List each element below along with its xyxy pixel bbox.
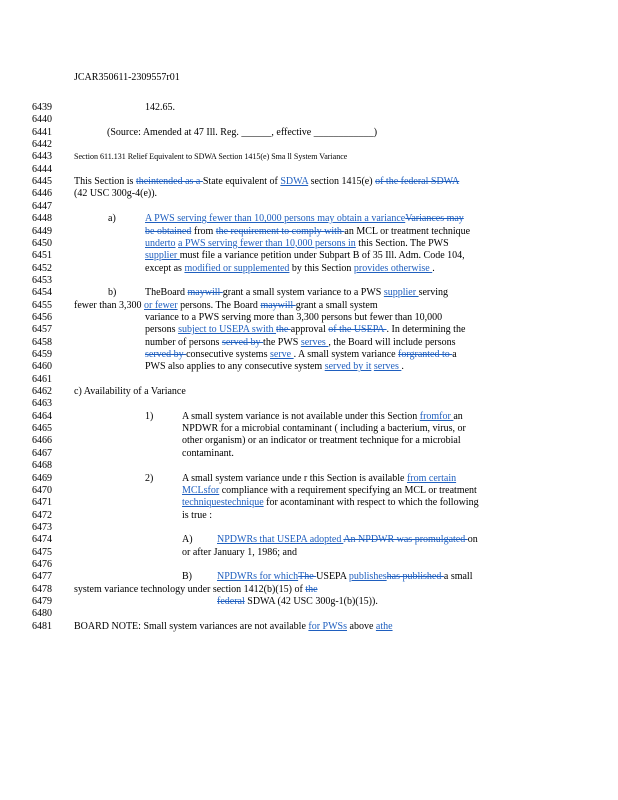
deleted-text: federal [217,596,245,607]
text-segment: serving [418,287,449,299]
text-segment: BOARD NOTE: Small system variances are not available [74,620,309,632]
line-text [182,485,477,497]
text-segment: section 1415(e) [308,176,376,188]
text-line [0,522,618,534]
line-number: 6466 [32,435,52,447]
text-line [0,250,618,262]
line-number: 6457 [32,324,52,336]
line-number: 6446 [32,188,52,200]
inserted-text: NPDWRs for which [217,571,299,583]
inserted-text: supplier [383,287,419,299]
text-segment: This Section is [74,176,136,188]
text-line [0,226,618,238]
text-line [0,337,618,349]
text-line [0,485,618,497]
text-line [0,448,618,460]
text-segment: variance to a PWS serving more than 3,300 persons but fewer than 10,000 [145,311,443,323]
line-number: 6468 [32,460,52,472]
text-line [0,423,618,435]
inserted-text: publishes [348,571,387,583]
line-number: 6475 [32,546,52,558]
deleted-text: maywill [260,299,296,311]
text-segment: must file a variance petition under Subpart B of 35 Ill. Adm. Code 104, [179,250,465,262]
line-number: 6451 [32,250,52,262]
line-number: 6459 [32,349,52,360]
line-number: 6456 [32,311,52,323]
text-line [0,374,618,386]
inserted-text: fromfor [419,410,454,422]
text-line [0,312,618,324]
document-id: JCAR350611-2309557r01 [74,72,180,83]
line-text [182,473,456,485]
line-text [145,361,404,373]
text-segment: on [467,534,478,546]
inserted-text: serves [300,336,329,348]
text-segment: other organism) or an indicator or treatment technique for a microbial [182,435,461,447]
text-segment: . A small system variance [293,349,399,360]
text-segment: c) Availability of a Variance [74,386,186,398]
line-number: 6473 [32,521,52,533]
line-number: 6445 [32,176,52,188]
line-number: 6441 [32,126,52,138]
text-line [0,275,618,287]
text-segment: SDWA (42 USC 300g-1(b)(15)). [244,596,378,607]
text-line [0,460,618,472]
text-segment: system variance technology under section 1412(b)(15) of [74,583,306,595]
line-number: 6460 [32,361,52,373]
text-segment: . [432,262,435,274]
text-line [0,435,618,447]
text-segment: (Source: Amended at 47 Ill. Reg. ______, effective ____________) [107,126,378,138]
text-segment: number of persons [145,336,222,348]
text-segment: persons [145,324,179,336]
text-segment: A small system variance is not available under this Section [182,410,420,422]
text-line [0,238,618,250]
text-segment: approval [290,324,329,336]
text-line [0,287,618,299]
line-number: 6463 [32,398,52,410]
deleted-text: has published [386,571,444,583]
text-segment: persons. The Board [177,299,261,311]
deleted-text: served by [221,336,264,348]
text-segment: compliance with a requirement specifying an MCL or treatment [219,484,477,496]
line-text [182,547,297,559]
line-number: 6465 [32,423,52,435]
inserted-text: served by it [324,361,372,373]
text-line [0,411,618,423]
text-segment: fewer than 3,300 [74,299,144,311]
line-number: 6452 [32,262,52,274]
text-line [0,497,618,509]
line-text [145,263,435,275]
text-segment: (42 USC 300g-4(e)). [74,188,158,200]
line-number: 6478 [32,583,52,595]
text-segment: State equivalent of [202,176,281,188]
text-line [0,324,618,336]
deleted-text: An NPDWR was promulgated [343,534,468,546]
line-text [182,423,466,435]
line-number: 6480 [32,608,52,620]
text-line [0,398,618,410]
text-segment: or after January 1, 1986; and [182,546,297,558]
line-number: 6479 [32,596,52,607]
text-line [0,596,618,608]
line-number: 6448 [32,213,52,225]
deleted-text: The [298,571,317,583]
text-line [0,102,618,114]
inserted-text: MCLsfor [182,484,220,496]
line-number: 6458 [32,336,52,348]
text-segment: TheBoard [145,287,188,299]
inserted-text: supplier [145,250,180,262]
line-number: 6450 [32,237,52,249]
line-text [74,300,378,312]
line-number: 6470 [32,484,52,496]
inserted-text: for PWSs [308,620,348,632]
line-text [74,386,186,398]
line-number: 6481 [32,620,52,632]
text-line [0,473,618,485]
text-segment: NPDWR for a microbial contaminant ( including a bacterium, virus, or [182,423,466,435]
list-marker: B) [182,571,192,583]
line-text [74,584,318,596]
line-text [107,127,377,139]
text-segment: this Section. The PWS [355,237,449,249]
line-text [145,226,470,238]
inserted-text: NPDWRs that USEPA adopted [217,534,344,546]
list-marker: a) [108,213,116,225]
line-text [145,349,457,361]
line-text [145,213,464,225]
text-segment: the PWS [263,336,301,348]
line-text [74,151,347,163]
text-segment: consecutive systems [186,349,270,360]
deleted-text: of the USEPA [328,324,387,336]
text-segment: an [453,410,463,422]
line-number: 6449 [32,225,52,237]
line-number: 6477 [32,571,52,583]
text-segment: , the Board will include persons [328,336,456,348]
line-text [217,571,472,583]
deleted-text: maywill [187,287,223,299]
list-marker: A) [182,534,193,546]
line-number: 6439 [32,102,52,113]
list-marker: 1) [145,410,154,422]
line-text [145,337,456,349]
text-segment: grant a small system [295,299,378,311]
text-line [0,300,618,312]
line-number: 6447 [32,200,52,212]
line-number: 6471 [32,497,52,509]
line-text [145,312,442,324]
list-marker: 2) [145,472,154,484]
line-number: 6453 [32,274,52,286]
text-segment: for acontaminant with respect to which the following [263,497,479,509]
text-segment: A small system variance unde r this Section is available [182,472,407,484]
line-text [217,596,378,608]
text-line [0,534,618,546]
line-text [182,411,463,423]
line-number: 6472 [32,509,52,521]
line-text [74,188,157,200]
inserted-text: SDWA [280,176,309,188]
text-line [0,571,618,583]
deleted-text: Variances may [405,213,464,225]
inserted-text: A PWS serving fewer than 10,000 persons may obtain a variance [145,213,406,225]
text-line [0,608,618,620]
inserted-text: provides otherwise [353,262,433,274]
line-number: 6464 [32,410,52,422]
inserted-text: a PWS serving fewer than 10,000 persons in [178,237,356,249]
line-text [182,497,479,509]
line-number: 6444 [32,163,52,175]
line-text [145,102,175,114]
line-number: 6461 [32,373,52,385]
text-segment: an MCL or treatment technique [344,225,471,237]
text-line [0,621,618,633]
text-segment: USEPA [316,571,349,583]
line-text [182,448,234,460]
line-number: 6443 [32,151,52,163]
text-segment: . In determining the [386,324,466,336]
line-number: 6440 [32,114,52,126]
line-text [74,176,459,188]
text-line [0,176,618,188]
line-text [182,435,461,447]
deleted-text: theintended as a [135,176,203,188]
text-segment: grant a small system variance to a PWS [222,287,384,299]
text-segment: 142.65. [145,102,175,113]
line-number: 6442 [32,139,52,151]
line-number: 6462 [32,386,52,398]
line-number: 6469 [32,472,52,484]
inserted-text: athe [375,620,393,632]
text-line [0,361,618,373]
line-text [145,324,465,336]
deleted-text: served by [145,349,187,360]
line-number: 6474 [32,534,52,546]
text-line [0,547,618,559]
text-line [0,584,618,596]
text-line [0,349,618,361]
deleted-text: of the federal SDWA [375,176,460,188]
inserted-text: from certain [406,472,457,484]
inserted-text: techniquestechnique [182,497,264,509]
text-line [0,559,618,571]
inserted-text: underto [145,237,176,249]
inserted-text: subject to USEPA swith [178,324,277,336]
line-text [217,534,478,546]
inserted-text: modified or supplemented [184,262,290,274]
text-segment: Section 611.131 Relief Equivalent to SDWA Section 1415(e) Sma ll System Variance [74,152,348,162]
text-segment: above [347,620,376,632]
text-line [0,151,618,163]
deleted-text: the requirement to comply with [215,225,345,237]
text-segment: except as [145,262,185,274]
line-number: 6467 [32,447,52,459]
text-segment: by this Section [289,262,354,274]
deleted-text: be obtained [145,225,192,237]
line-text [145,238,449,250]
inserted-text: serve [269,349,294,360]
line-number: 6476 [32,558,52,570]
line-text [74,621,393,633]
text-segment: PWS also applies to any consecutive system [145,361,325,373]
text-segment: a [452,349,457,360]
text-line [0,510,618,522]
text-line [0,114,618,126]
deleted-text: the [305,583,318,595]
text-segment: . [401,361,404,373]
text-line [0,127,618,139]
text-line [0,139,618,151]
text-segment: a small [443,571,473,583]
text-line [0,386,618,398]
inserted-text: or fewer [143,299,178,311]
line-text [145,287,448,299]
line-text [182,510,212,522]
line-text [145,250,465,262]
deleted-text: the [276,324,291,336]
line-number: 6455 [32,299,52,311]
text-line [0,263,618,275]
deleted-text: forgranted to [398,349,453,360]
text-line [0,164,618,176]
list-marker: b) [108,287,117,299]
text-segment: from [191,225,216,237]
inserted-text: serves [373,361,402,373]
line-number: 6454 [32,287,52,299]
text-segment: contaminant. [182,447,234,459]
text-line [0,188,618,200]
text-line [0,213,618,225]
text-line [0,201,618,213]
text-segment: is true : [182,509,212,521]
